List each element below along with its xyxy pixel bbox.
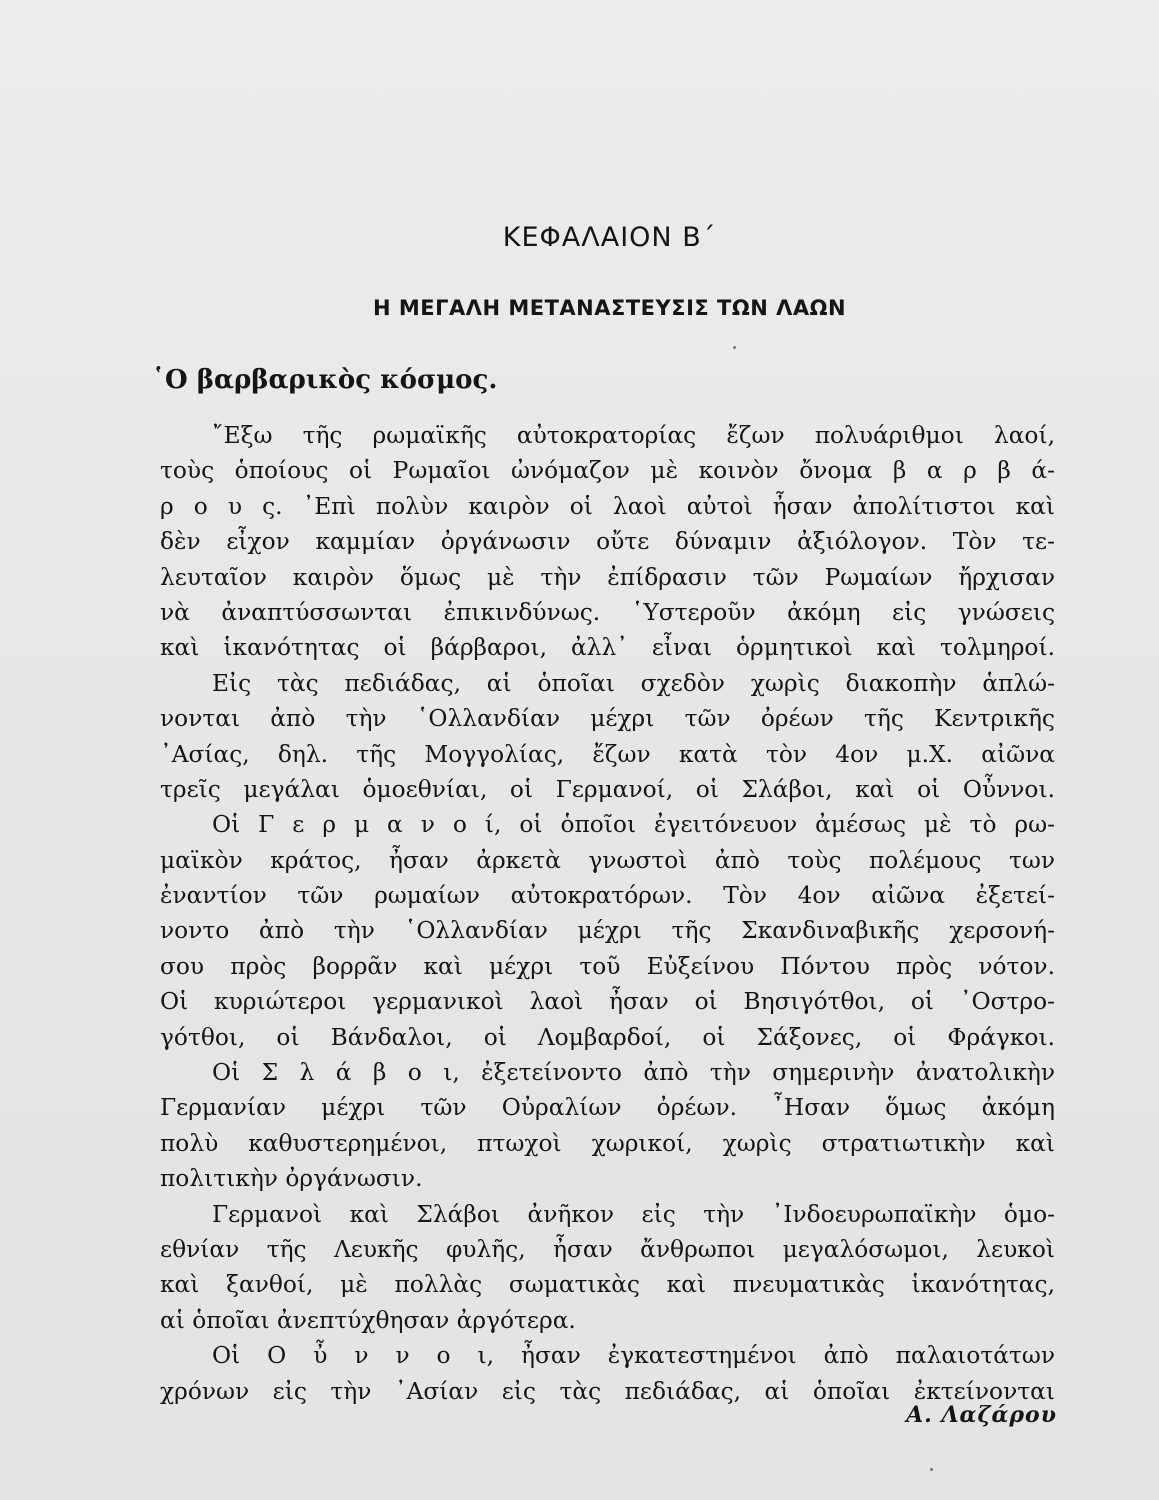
text-line: Οἱ κυριώτεροι γερμανικοὶ λαοὶ ἦσαν οἱ Βησιγότθοι, οἱ ᾽Οστρο- [160,988,1055,1016]
text-line: νὰ ἀναπτύσσωνται ἐπικινδύνως. ῾Υστεροῦν ἀκόμη εἰς γνώσεις [160,598,1055,626]
text-line: ῎Εξω τῆς ρωμαϊκῆς αὐτοκρατορίας ἔζων πολυάριθμοι λαοί, [212,422,1055,449]
text-line: καὶ ξανθοί, μὲ πολλὰς σωματικὰς καὶ πνευματικὰς ἱκανότητας, [160,1271,1055,1299]
text-line: λευταῖον καιρὸν ὅμως μὲ τὴν ἐπίδρασιν τῶν Ρωμαίων ἤρχισαν [160,563,1055,591]
section-heading: ῾Ο βαρβαρικὸς κόσμος. [152,365,498,395]
text-line: Γερμανοὶ καὶ Σλάβοι ἀνῆκον εἰς τὴν ᾽Ινδοευρωπαϊκὴν ὁμο- [212,1200,1055,1228]
text-line: καὶ ἱκανότητας οἱ βάρβαροι, ἀλλ᾽ εἶναι ὁρμητικοὶ καὶ τολμηροί. [160,634,1055,662]
text-line: πολὺ καθυστερημένοι, πτωχοὶ χωρικοί, χωρὶς στρατιωτικὴν καὶ [160,1129,1055,1157]
text-line: τοὺς ὁποίους οἱ Ρωμαῖοι ὠνόμαζον μὲ κοινὸν ὄνομα β α ρ β ά- [160,457,1055,485]
text-line: νοντο ἀπὸ τὴν ῾Ολλανδίαν μέχρι τῆς Σκανδιναβικῆς χερσονή- [160,917,1055,945]
text-line: ἐναντίον τῶν ρωμαίων αὐτοκρατόρων. Τὸν 4ον αἰῶνα ἐξετεί- [160,882,1055,910]
text-line: γότθοι, οἱ Βάνδαλοι, οἱ Λομβαρδοί, οἱ Σάξονες, οἱ Φράγκοι. [160,1023,1055,1051]
bleed-through-texture [640,92,646,116]
text-line: μαϊκὸν κράτος, ἦσαν ἀρκετὰ γνωστοὶ ἀπὸ τοὺς πολέμους των [160,846,1055,874]
text-line: χρόνων εἰς τὴν ᾽Ασίαν εἰς τὰς πεδιάδας, αἱ ὁποῖαι ἐκτείνονται [160,1377,1055,1405]
text-line: Οἱ Σ λ ά β ο ι, ἐξετείνοντο ἀπὸ τὴν σημερινὴν ἀνατολικὴν [212,1059,1055,1087]
print-speck [930,1468,933,1471]
chapter-title: ΚΕΦΑΛΑΙΟΝ Β΄ [502,222,717,253]
text-line: ᾽Ασίας, δηλ. τῆς Μογγολίας, ἔζων κατὰ τὸν 4ον μ.Χ. αἰῶνα [160,740,1055,768]
text-line: Εἰς τὰς πεδιάδας, αἱ ὁποῖαι σχεδὸν χωρὶς διακοπὴν ἁπλώ- [212,669,1055,697]
text-line: Οἱ Γ ε ρ μ α ν ο ί, οἱ ὁποῖοι ἐγειτόνευον ἀμέσως μὲ τὸ ρω- [212,811,1055,839]
text-line: δὲν εἶχον καμμίαν ὀργάνωσιν οὔτε δύναμιν ἀξιόλογον. Τὸν τε- [160,528,1055,556]
author-signature: Α. Λαζάρου [906,1402,1057,1428]
text-line: νονται ἀπὸ τὴν ῾Ολλανδίαν μέχρι τῶν ὀρέων τῆς Κεντρικῆς [160,705,1055,733]
text-line: Οἱ Ο ὖ ν ν ο ι, ἦσαν ἐγκατεστημένοι ἀπὸ παλαιοτάτων [212,1342,1055,1370]
text-line: πολιτικὴν ὀργάνωσιν. [160,1165,423,1193]
text-line: Γερμανίαν μέχρι τῶν Οὐραλίων ὀρέων. ῏Ησαν ὅμως ἀκόμη [160,1094,1055,1122]
text-line: εθνίαν τῆς Λευκῆς φυλῆς, ἦσαν ἄνθρωποι μεγαλόσωμοι, λευκοὶ [160,1235,1055,1263]
print-speck [733,346,736,349]
text-line: σου πρὸς βορρᾶν καὶ μέχρι τοῦ Εὐξείνου Πόντου πρὸς νότον. [160,952,1055,980]
body-text [160,418,1055,1409]
text-line: τρεῖς μεγάλαι ὁμοεθνίαι, οἱ Γερμανοί, οἱ Σλάβοι, καὶ οἱ Οὖννοι. [160,775,1055,803]
text-line: ρ ο υ ς. ᾽Επὶ πολὺν καιρὸν οἱ λαοὶ αὐτοὶ ἦσαν ἀπολίτιστοι καὶ [160,492,1055,520]
text-line: αἱ ὁποῖαι ἀνεπτύχθησαν ἀργότερα. [160,1306,576,1334]
chapter-subtitle: Η ΜΕΓΑΛΗ ΜΕΤΑΝΑΣΤΕΥΣΙΣ ΤΩΝ ΛΑΩΝ [372,296,847,320]
